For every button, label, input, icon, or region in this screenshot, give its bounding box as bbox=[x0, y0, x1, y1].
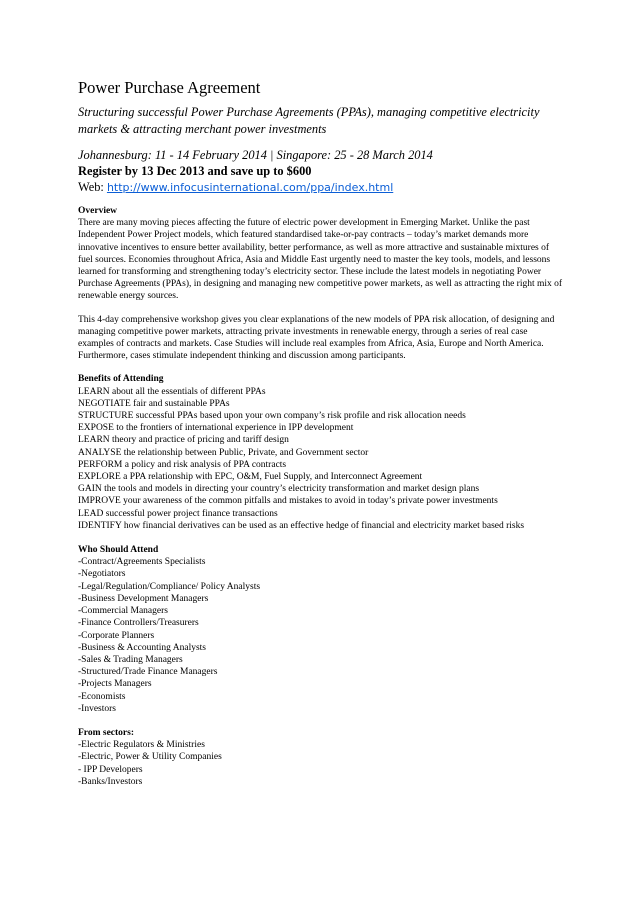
document-title: Power Purchase Agreement bbox=[78, 78, 261, 97]
list-item: IDENTIFY how financial derivatives can be used as an effective hedge of financial and electricity market based risks bbox=[78, 520, 525, 531]
list-item: STRUCTURE successful PPAs based upon your own company’s risk profile and risk allocation needs bbox=[78, 411, 466, 422]
list-item: -Electric Regulators & Ministries bbox=[78, 740, 205, 751]
overview-heading: Overview bbox=[78, 206, 118, 216]
document-body bbox=[78, 205, 564, 788]
list-item: EXPLORE a PPA relationship with EPC, O&M, Fuel Supply, and Interconnect Agreement bbox=[78, 472, 423, 483]
list-item: ANALYSE the relationship between Public, Private, and Government sector bbox=[78, 447, 369, 458]
sectors-list bbox=[78, 739, 564, 788]
list-item: LEARN about all the essentials of different PPAs bbox=[78, 386, 266, 397]
benefits-list bbox=[78, 386, 564, 532]
attend-list bbox=[78, 556, 564, 715]
list-item: -Negotiators bbox=[78, 569, 126, 580]
list-item: -Electric, Power & Utility Companies bbox=[78, 752, 222, 763]
web-line bbox=[78, 179, 564, 196]
list-item: EXPOSE to the frontiers of international experience in IPP development bbox=[78, 423, 354, 434]
list-item: - IPP Developers bbox=[78, 764, 143, 775]
list-item: LEAD successful power project finance transactions bbox=[78, 508, 278, 519]
list-item: NEGOTIATE fair and sustainable PPAs bbox=[78, 398, 230, 409]
list-item: -Business & Accounting Analysts bbox=[78, 642, 206, 653]
web-link[interactable]: http://www.infocusinternational.com/ppa/index.html bbox=[106, 181, 394, 194]
register-note: Register by 13 Dec 2013 and save up to $600 bbox=[78, 164, 312, 178]
list-item: -Structured/Trade Finance Managers bbox=[78, 667, 218, 678]
list-item: IMPROVE your awareness of the common pitfalls and mistakes to avoid in today’s private power investments bbox=[78, 496, 498, 507]
list-item: PERFORM a policy and risk analysis of PPA contracts bbox=[78, 459, 287, 470]
list-item: GAIN the tools and models in directing your country’s electricity transformation and market design plans bbox=[78, 484, 480, 495]
document-subtitle: Structuring successful Power Purchase Agreements (PPAs), managing competitive electricity markets & attracting merchant power investments bbox=[78, 105, 540, 136]
overview-paragraph: This 4-day comprehensive workshop gives you clear explanations of the new models of PPA risk allocation, of designing and managing competitive power markets, attracting private investments in renewable energy, through a series of real case examples of contracts and markets. Case Studies will include real examples from Africa, Asia, Europe and North America. Furthermore, cases stimulate independent thinking and discussion among participants. bbox=[78, 314, 555, 362]
list-item: -Economists bbox=[78, 691, 126, 702]
list-item: -Business Development Managers bbox=[78, 593, 209, 604]
event-dates: Johannesburg: 11 - 14 February 2014 | Singapore: 25 - 28 March 2014 bbox=[78, 148, 433, 162]
list-item: -Sales & Trading Managers bbox=[78, 654, 183, 665]
benefits-heading: Benefits of Attending bbox=[78, 374, 164, 385]
list-item: -Projects Managers bbox=[78, 679, 152, 690]
attend-heading: Who Should Attend bbox=[78, 545, 159, 556]
sectors-heading: From sectors: bbox=[78, 727, 135, 738]
list-item: -Legal/Regulation/Compliance/ Policy Analysts bbox=[78, 581, 261, 592]
list-item: -Commercial Managers bbox=[78, 606, 168, 617]
list-item: -Investors bbox=[78, 703, 116, 714]
list-item: -Banks/Investors bbox=[78, 776, 143, 787]
document-page bbox=[78, 78, 564, 800]
web-label: Web: bbox=[78, 180, 107, 194]
list-item: -Finance Controllers/Treasurers bbox=[78, 618, 199, 629]
overview-paragraph: There are many moving pieces affecting the future of electric power development in Emerging Market. Unlike the past Independent Power Project models, which featured standardised take-or-pay contracts – today’s market demands more innovative incentives to ensure better availability, better performance, as well as more attractive and sustainable mixtures of fuel sources. Economies throughout Africa, Asia and Middle East urgently need to master the key tools, models, and lessons learned for transforming and strengthening today’s electricity sector. These include the latest models in negotiating Power Purchase Agreements (PPAs), in designing and managing new competitive power markets, as well as attracting the right mix of renewable energy sources. bbox=[78, 218, 563, 302]
list-item: LEARN theory and practice of pricing and tariff design bbox=[78, 435, 289, 446]
list-item: -Corporate Planners bbox=[78, 630, 155, 641]
list-item: -Contract/Agreements Specialists bbox=[78, 557, 206, 568]
